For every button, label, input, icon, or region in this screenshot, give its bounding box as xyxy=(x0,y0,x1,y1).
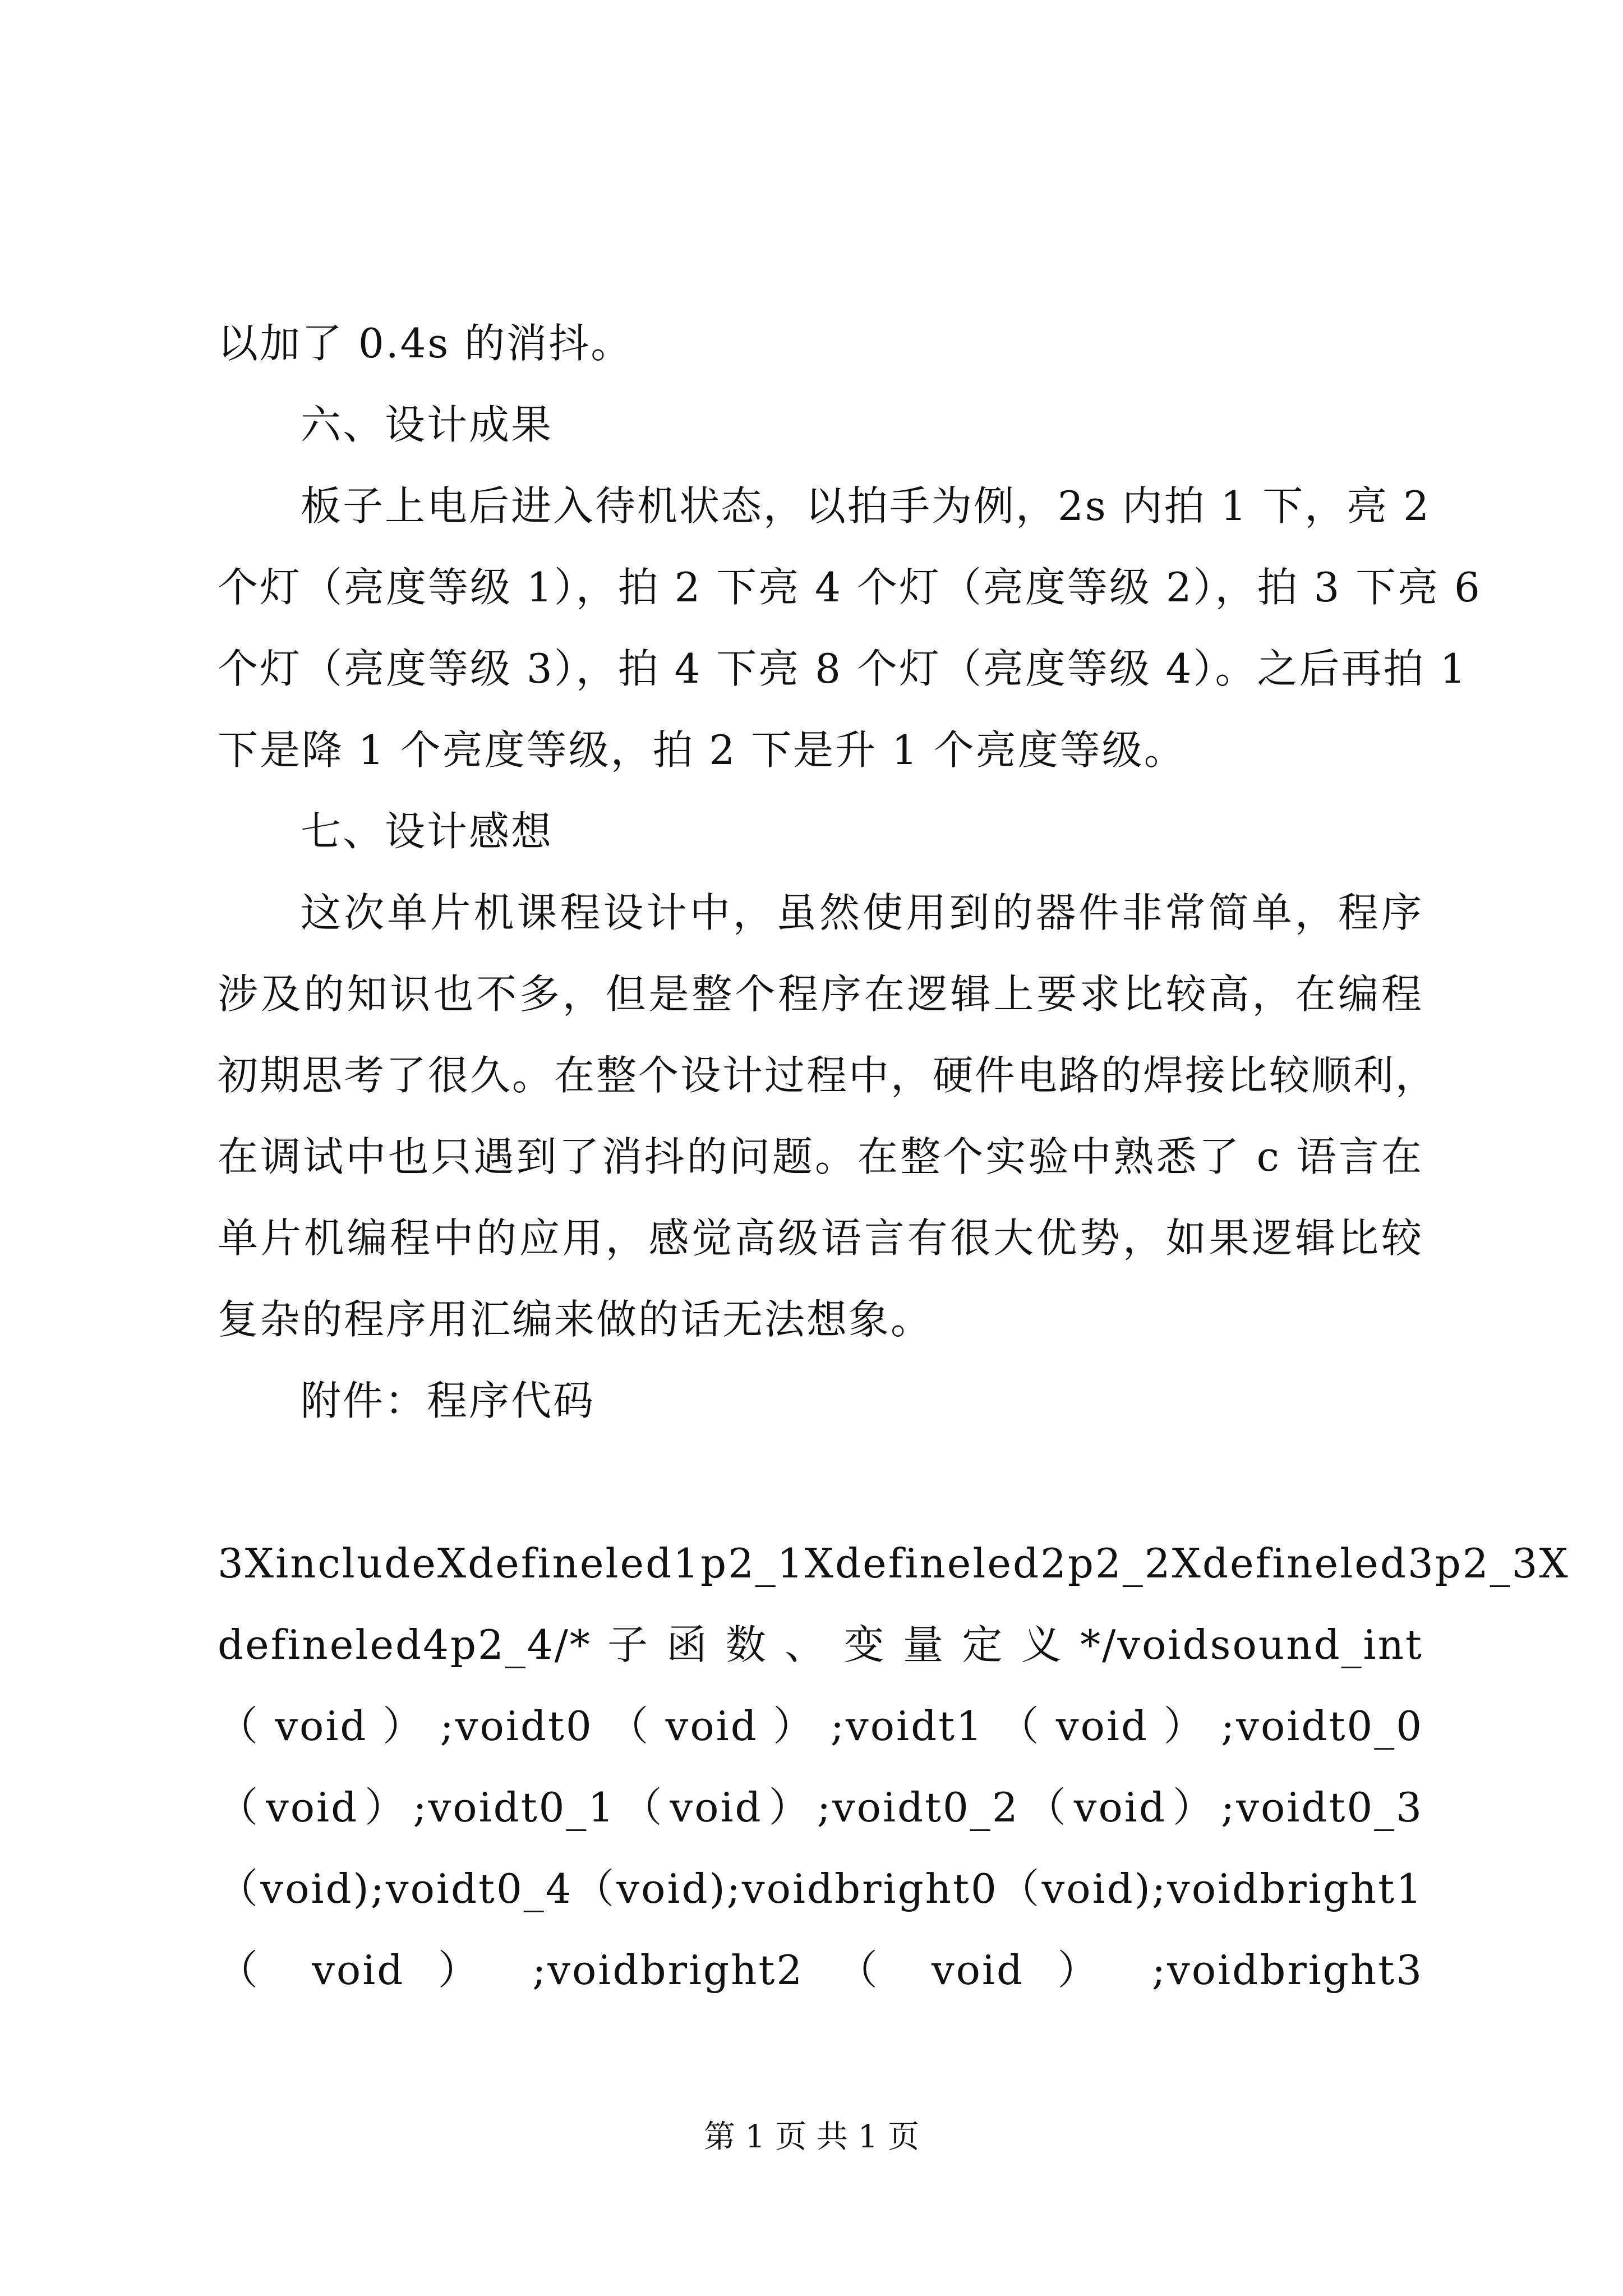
page-footer: 第 1 页 共 1 页 xyxy=(703,2119,920,2155)
paragraph-line: 以加了 0.4s 的消抖。 xyxy=(218,320,633,367)
paragraph-line: 涉及的知识也不多，但是整个程序在逻辑上要求比较高，在编程 xyxy=(218,970,1423,1018)
paragraph-line: 个灯（亮度等级 3），拍 4 下亮 8 个灯（亮度等级 4）。之后再拍 1 xyxy=(218,645,1468,692)
code-line: defineled4p2_4/* 子 函 数 、 变 量 定 义 */voidsound_int xyxy=(218,1621,1423,1668)
code-line: （ void ） ;voidt0 （ void ） ;voidt1 （ void ） ;voidt0_0 xyxy=(218,1703,1424,1750)
paragraph-line: 单片机编程中的应用，感觉高级语言有很大优势，如果逻辑比较 xyxy=(218,1214,1423,1262)
code-line: 3XincludeXdefineled1p2_1Xdefineled2p2_2Xdefineled3p2_3X xyxy=(218,1540,1570,1587)
code-line: （ void ） ;voidbright2 （ void ） ;voidbright3 xyxy=(218,1947,1423,1994)
paragraph-line: 这次单片机课程设计中，虽然使用到的器件非常简单，程序 xyxy=(301,889,1423,936)
paragraph-line: 复杂的程序用汇编来做的话无法想象。 xyxy=(218,1296,933,1343)
code-line: （void);voidt0_4（void);voidbright0（void);voidbright1 xyxy=(218,1865,1423,1912)
attachment-heading: 附件：程序代码 xyxy=(301,1377,596,1424)
paragraph-line: 初期思考了很久。在整个设计过程中，硬件电路的焊接比较顺利， xyxy=(218,1052,1438,1099)
paragraph-line: 个灯（亮度等级 1），拍 2 下亮 4 个灯（亮度等级 2），拍 3 下亮 6 xyxy=(218,564,1482,611)
paragraph-line: 下是降 1 个亮度等级，拍 2 下是升 1 个亮度等级。 xyxy=(218,726,1186,774)
code-line: （void）;voidt0_1（void）;voidt0_2（void）;voidt0_3 xyxy=(218,1784,1423,1831)
paragraph-line: 板子上电后进入待机状态，以拍手为例，2s 内拍 1 下，亮 2 xyxy=(301,482,1431,530)
paragraph-line: 在调试中也只遇到了消抖的问题。在整个实验中熟悉了 c 语言在 xyxy=(218,1133,1423,1180)
section-heading-reflection: 七、设计感想 xyxy=(301,808,554,855)
section-heading-results: 六、设计成果 xyxy=(301,401,554,448)
